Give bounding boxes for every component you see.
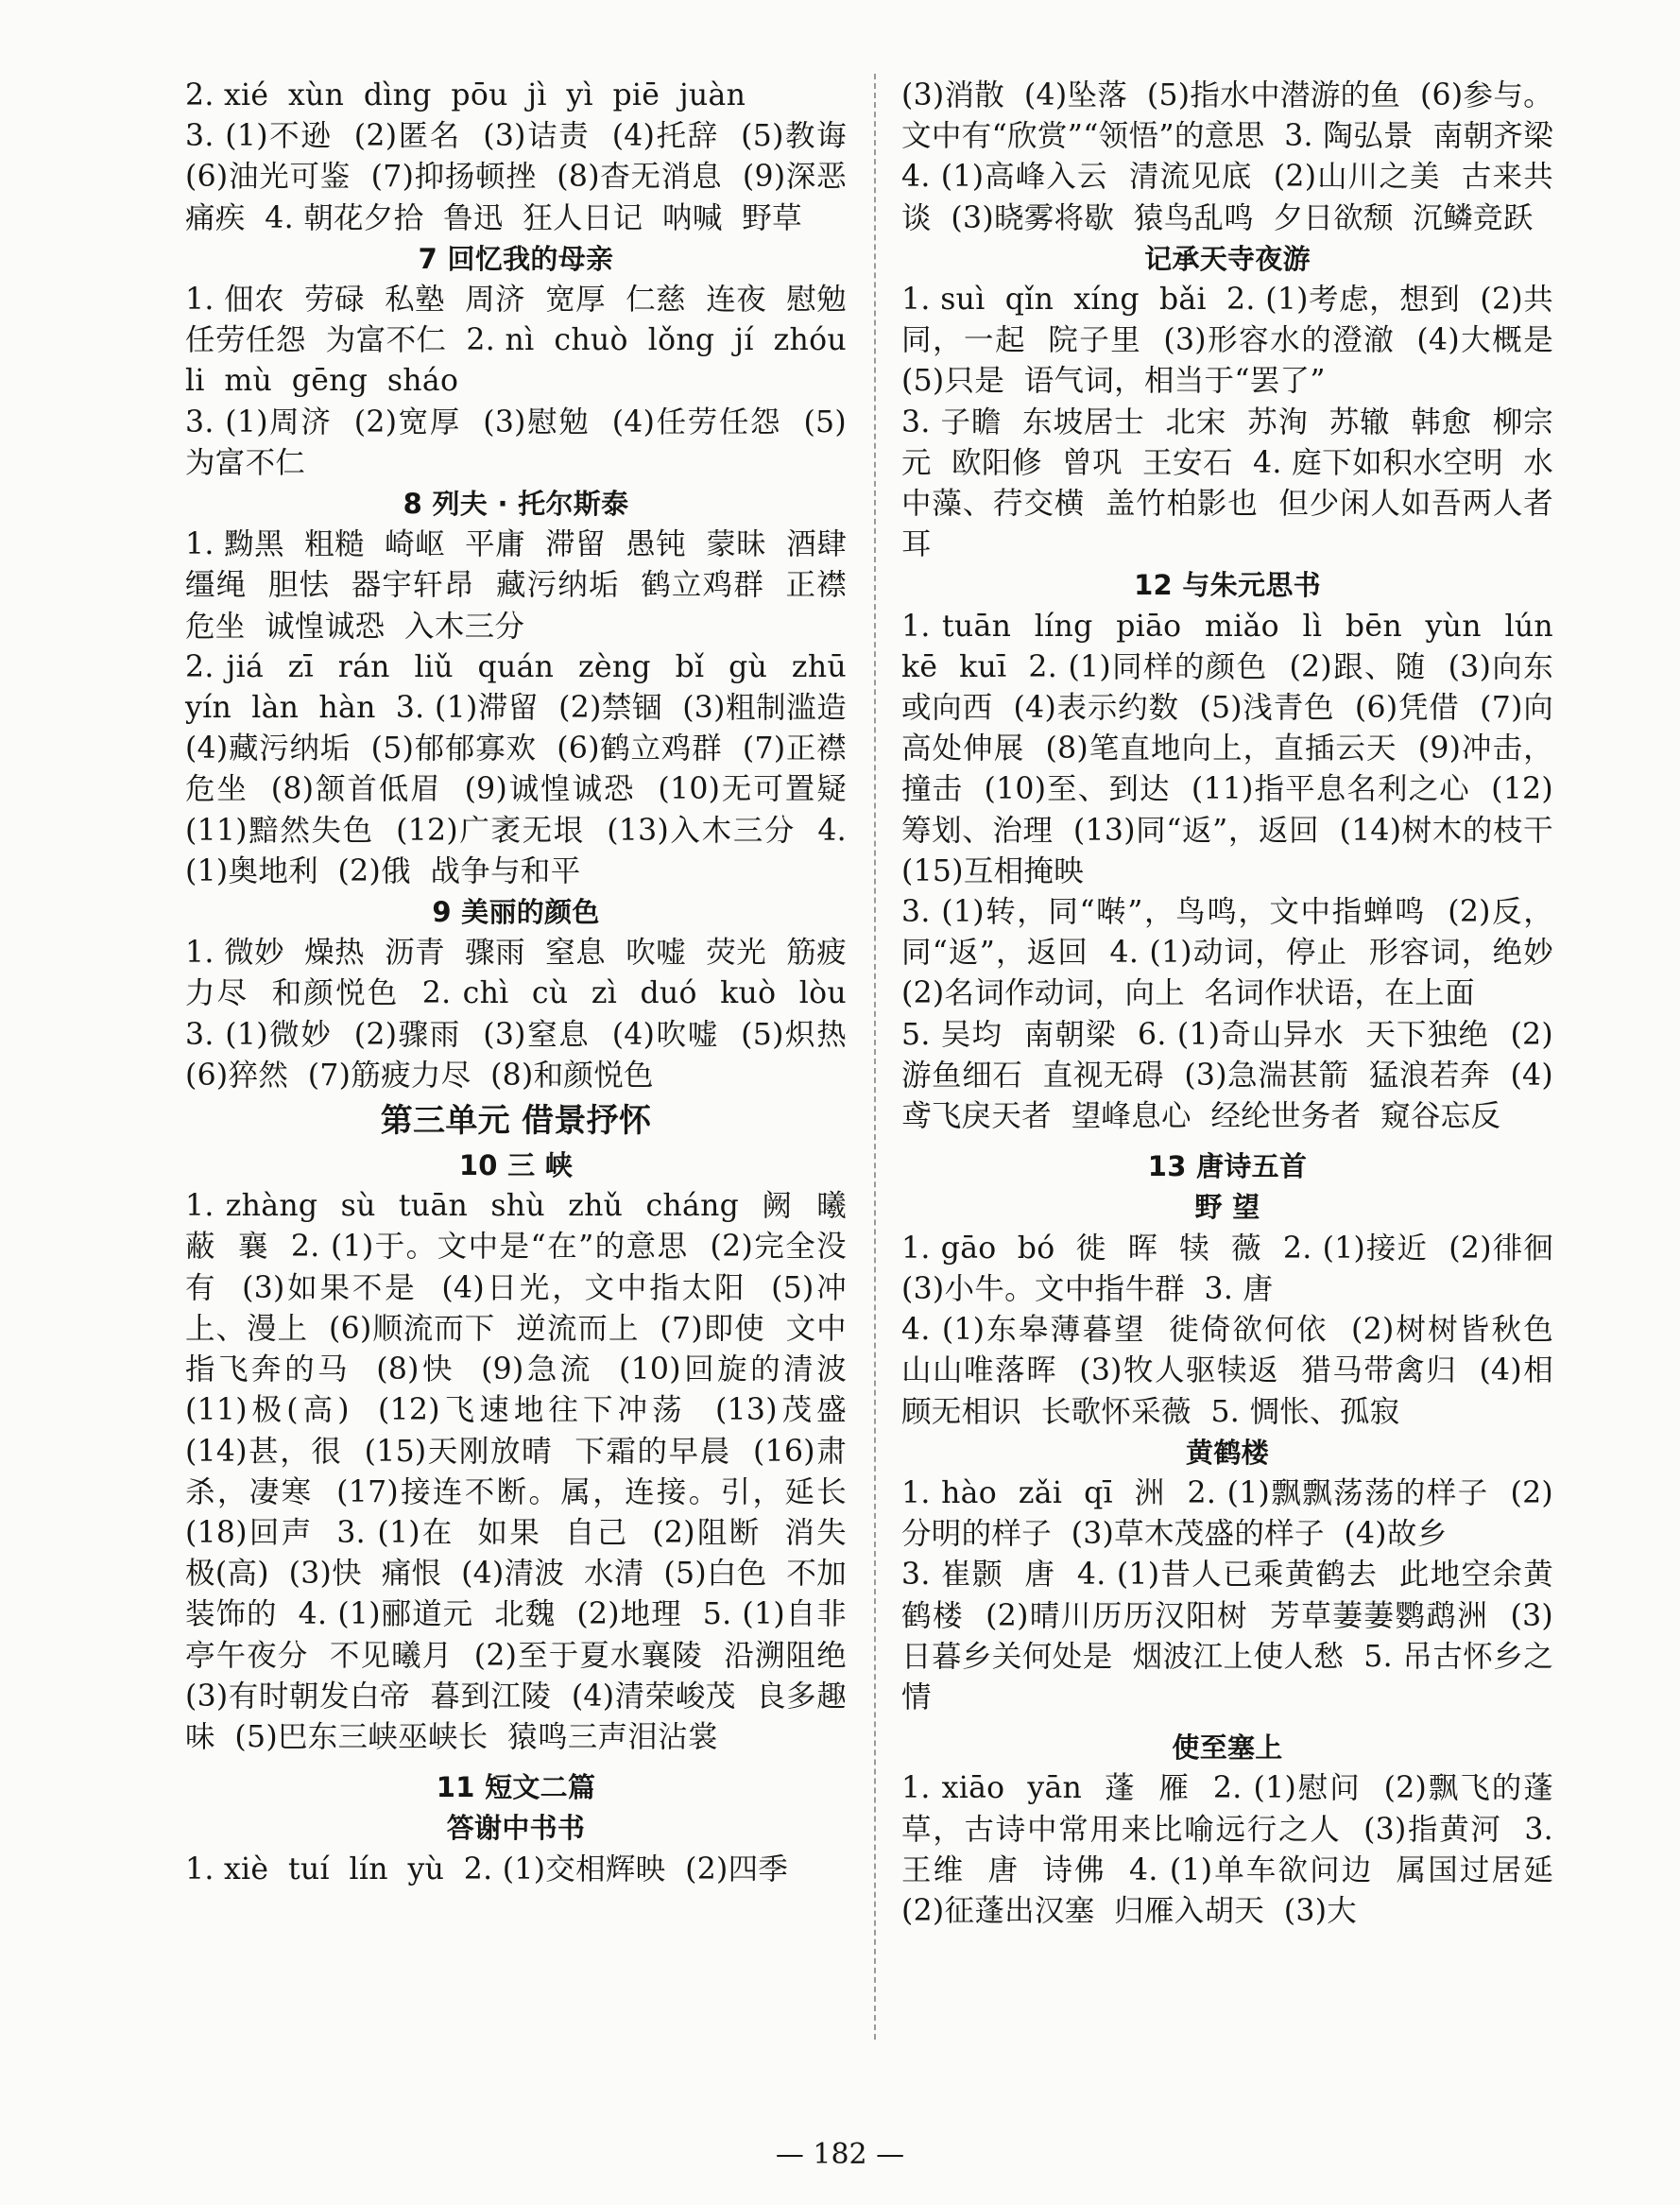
section-heading: 13 唐诗五首 (1147, 1150, 1308, 1183)
answer-paragraph: (3)消散 (4)坠落 (5)指水中潜游的鱼 (6)参与。文中有“欣赏”“领悟”的意思 3. 陶弘景 南朝齐梁 4. (1)高峰入云 清流见底 (2)山川之美 古来共谈 (3)晓雾将歇 猿鸟乱鸣 夕日欲颓 沉鳞竞跃 (901, 78, 1573, 235)
section-heading: 使至塞上 (1172, 1731, 1283, 1765)
section-heading: 7 回忆我的母亲 (418, 242, 614, 275)
answer-paragraph: 1. gāo bó 徙 晖 犊 薇 2. (1)接近 (2)徘徊 (3)小牛。文中指牛群 3. 唐 4. (1)东皋薄暮望 徙倚欲何依 (2)树树皆秋色 山山唯落晖 (3)牧人驱犊返 猎马带禽归 (4)相顾无相识 长歌怀采薇 5. 惆怅、孤寂 (901, 1231, 1553, 1429)
answer-paragraph: 1. hào zǎi qī 洲 2. (1)飘飘荡荡的样子 (2)分明的样子 (3)草木茂盛的样子 (4)故乡 3. 崔颢 唐 4. (1)昔人已乘黄鹤去 此地空余黄鹤楼 (2)晴川历历汉阳树 芳草萋萋鹦鹉洲 (3)日暮乡关何处是 烟波江上使人愁 5. 吊古怀乡之情 (901, 1475, 1553, 1714)
answer-paragraph: 1. 黝黑 粗糙 崎岖 平庸 滞留 愚钝 蒙昧 酒肆 缰绳 胆怯 器宇轩昂 藏污纳垢 鹤立鸡群 正襟危坐 诚惶诚恐 入木三分 2. jiá zī rán liǔ quán zèng bǐ gù zhū yín làn hàn 3. (1)滞留 (2)禁锢 (3)粗制滥造 (4)藏污纳垢 (5)郁郁寡欢 (6)鹤立鸡群 (7)正襟危坐 (8)颔首低眉 (9)诚惶诚恐 (10)无可置疑 (11)黯然失色 (12)广袤无垠 (13)入木三分 4. (1)奥地利 (2)俄 战争与和平 (185, 527, 847, 888)
answer-paragraph: 1. 微妙 燥热 沥青 骤雨 窒息 吹嘘 荧光 筋疲力尽 和颜悦色 2. chì cù zì duó kuò lòu 3. (1)微妙 (2)骤雨 (3)窒息 (4)吹嘘 (5)炽热 (6)猝然 (7)筋疲力尽 (8)和颜悦色 (185, 936, 866, 1093)
right-column (901, 76, 1573, 1932)
column-divider (874, 74, 876, 2040)
answer-paragraph: 2. xié xùn dìng pōu jì yì piē juàn 3. (1)不逊 (2)匿名 (3)诘责 (4)托辞 (5)教诲 (6)油光可鉴 (7)抑扬顿挫 (8)杳无消息 (9)深恶痛疾 4. 朝花夕拾 鲁迅 狂人日记 呐喊 野草 (185, 78, 847, 235)
section-heading: 11 短文二篇 (436, 1771, 596, 1804)
section-heading: 答谢中书书 (446, 1812, 586, 1845)
answer-paragraph: 1. 佃农 劳碌 私塾 周济 宽厚 仁慈 连夜 慰勉 任劳任怨 为富不仁 2. nì chuò lǒng jí zhóu li mù gēng sháo 3. (1)周济 (2)宽厚 (3)慰勉 (4)任劳任怨 (5)为富不仁 (185, 283, 847, 480)
section-heading: 野 望 (1194, 1191, 1260, 1224)
answer-paragraph: 1. tuān líng piāo miǎo lì bēn yùn lún kē kuī 2. (1)同样的颜色 (2)跟、随 (3)向东或向西 (4)表示约数 (5)浅青色 (6)凭借 (7)向高处伸展 (8)笔直地向上，直插云天 (9)冲击，撞击 (10)至、到达 (11)指平息名利之心 (12)筹划、治理 (13)同“返”，返回 (14)树木的枝干 (15)互相掩映 3. (1)转，同“啭”，鸟鸣，文中指蝉鸣 (2)反，同“返”，返回 4. (1)动词，停止 形容词，绝妙 (2)名词作动词，向上 名词作状语，在上面 5. 吴均 南朝梁 6. (1)奇山异水 天下独绝 (2)游鱼细石 直视无碍 (3)急湍甚箭 猛浪若奔 (4)鸢飞戾天者 望峰息心 经纶世务者 窥谷忘反 (901, 609, 1553, 1134)
section-heading: 10 三 峡 (458, 1149, 574, 1182)
left-column (185, 76, 866, 1890)
section-heading: 9 美丽的颜色 (432, 896, 600, 929)
section-heading: 8 列夫 · 托尔斯泰 (403, 488, 629, 521)
section-heading: 黄鹤楼 (1186, 1436, 1269, 1469)
answer-paragraph: 1. xiāo yān 蓬 雁 2. (1)慰问 (2)飘飞的蓬草，古诗中常用来比喻远行之人 (3)指黄河 3. 王维 唐 诗佛 4. (1)单车欲问边 属国过居延 (2)征蓬出汉塞 归雁入胡天 (3)大 (901, 1771, 1573, 1928)
section-heading: 记承天寺夜游 (1144, 242, 1311, 275)
answer-paragraph: 1. zhàng sù tuān shù zhǔ cháng 阙 曦 蔽 襄 2. (1)于。文中是“在”的意思 (2)完全没有 (3)如果不是 (4)日光，文中指太阳 (5)冲上、漫上 (6)顺流而下 逆流而上 (7)即使 文中指飞奔的马 (8)快 (9)急流 (10)回旋的清波 (11)极(高) (12)飞速地往下冲荡 (13)茂盛 (14)甚，很 (15)天刚放晴 下霜的早晨 (16)肃杀，凄寒 (17)接连不断。属，连接。引，延长 (18)回声 3. (1)在 如果 自己 (2)阻断 消失 极(高) (3)快 痛恨 (4)清波 水清 (5)白色 不加装饰的 4. (1)郦道元 北魏 (2)地理 5. (1)自非亭午夜分 不见曦月 (2)至于夏水襄陵 沿溯阻绝 (3)有时朝发白帝 暮到江陵 (4)清荣峻茂 良多趣味 (5)巴东三峡巫峡长 猿鸣三声泪沾裳 (185, 1189, 866, 1754)
section-heading: 12 与朱元思书 (1134, 569, 1321, 602)
page-number: — 182 — (775, 2138, 905, 2171)
answer-paragraph: 1. xiè tuí lín yù 2. (1)交相辉映 (2)四季 (185, 1852, 789, 1886)
answer-paragraph: 1. suì qǐn xíng bǎi 2. (1)考虑，想到 (2)共同，一起 院子里 (3)形容水的澄澈 (4)大概是 (5)只是 语气词，相当于“罢了” 3. 子瞻 东坡居士 北宋 苏洵 苏辙 韩愈 柳宗元 欧阳修 曾巩 王安石 4. 庭下如积水空明 水中藻、荇交横 盖竹柏影也 但少闲人如吾两人者耳 (901, 283, 1553, 562)
unit-heading: 第三单元 借景抒怀 (380, 1102, 652, 1141)
